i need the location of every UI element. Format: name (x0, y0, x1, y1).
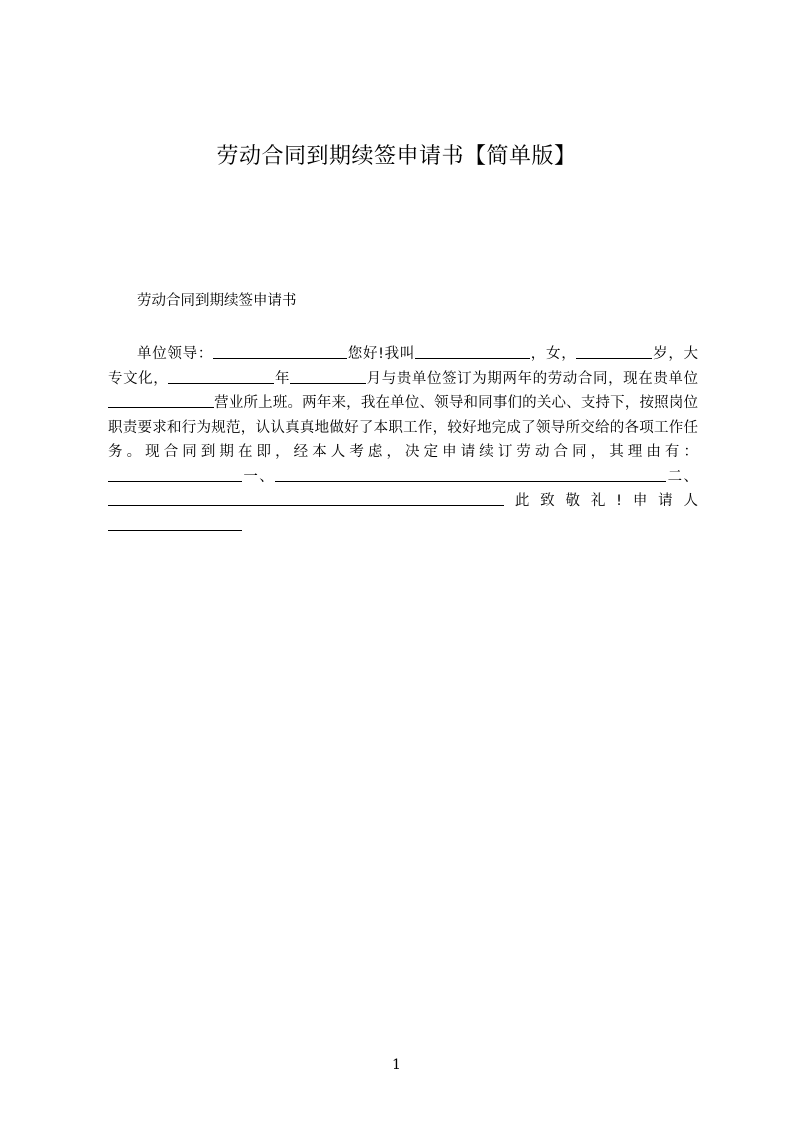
application-body (108, 342, 698, 538)
reason-two-blank-line (108, 491, 504, 506)
office-blank-line (108, 393, 214, 408)
signature-blank-line (108, 516, 242, 531)
page-number: 1 (392, 1057, 401, 1073)
document-title: 劳动合同到期续签申请书【简单版】 (216, 144, 577, 169)
age-blank-line (576, 344, 652, 359)
year-blank-line (168, 369, 274, 384)
reason-blank-line (108, 467, 242, 482)
education-text: 岁，大专文化， (108, 346, 699, 387)
contract-text: 月与贵单位签订为期两年的劳动合同，现在贵单位 (366, 370, 699, 387)
blank-line (213, 344, 347, 359)
document-subtitle: 劳动合同到期续签申请书 (137, 293, 297, 309)
salutation-text: 单位领导： (137, 346, 214, 362)
greeting-text: 您好!我叫 (347, 346, 416, 362)
gender-text: ，女， (530, 346, 577, 362)
month-blank-line (290, 369, 366, 384)
year-text: 年 (274, 370, 291, 387)
reason-two-label: 二、 (666, 468, 699, 485)
name-blank-line (415, 344, 530, 359)
reason-one-label: 一、 (242, 468, 276, 485)
closing-text: 此致敬礼!申请人 (504, 493, 698, 509)
reason-one-blank-line (275, 467, 630, 482)
work-summary-text: 营业所上班。两年来，我在单位、领导和同事们的关心、支持下，按照岗位职责要求和行为规范，认认真真地做好了本职工作，较好地完成了领导所交给的各项工作任务。现合同到期在即，经本人考虑，决定申请续订劳动合同，其理由有： (108, 395, 698, 460)
reason-one-blank-continuation (630, 467, 666, 482)
